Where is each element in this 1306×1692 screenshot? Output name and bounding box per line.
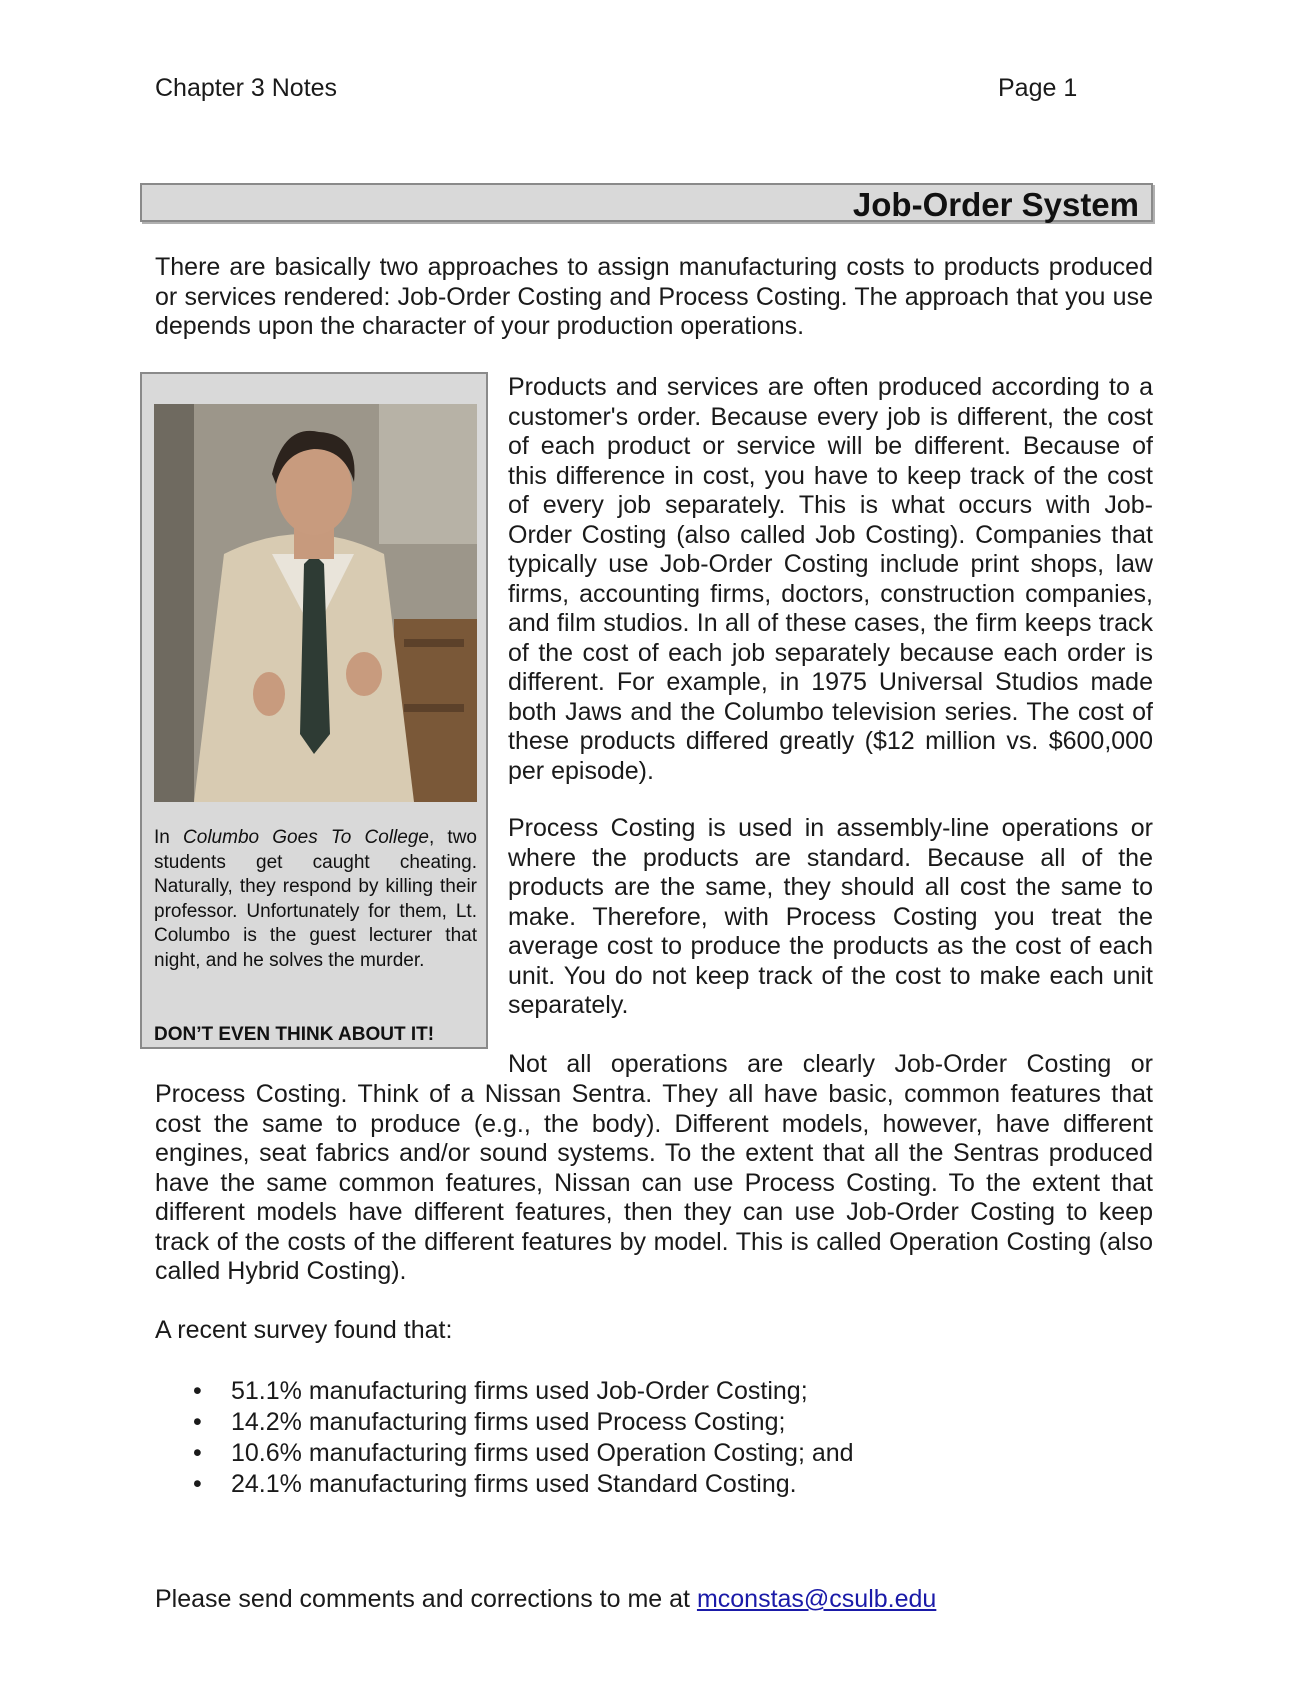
bullet-icon: •	[193, 1408, 202, 1436]
caption-prefix: In	[154, 827, 184, 848]
job-order-paragraph: Products and services are often produced according to a customer's order. Because every job is different, the cost of each product or service will be different. Because of this difference in cost, you have to keep track of the cost of every job separately. This is what occurs with Job-Order Costing (also called Job Costing). Companies that typically use Job-Order Costing include print shops, law firms, accounting firms, doctors, construction companies, and film studios. In all of these cases, the firm keeps track of the cost of each job separately because each order is different. For example, in 1975 Universal Studios made both Jaws and the Columbo television series. The cost of these products differed greatly ($12 million vs. $600,000 per episode).	[508, 373, 1153, 785]
process-costing-paragraph: Process Costing is used in assembly-line operations or where the products are standard. Because all of the products are the same, they should all cost the same to make. Therefore, with Process Costing you treat the average cost to produce the products as the cost of each unit. You do not keep track of the cost to make each unit separately.	[508, 814, 1153, 1019]
section-title-bar	[140, 183, 1153, 222]
header-chapter: Chapter 3 Notes	[155, 74, 338, 102]
survey-list	[155, 1376, 854, 1500]
list-item	[155, 1407, 854, 1438]
columbo-photo	[154, 404, 477, 802]
photo-caption	[154, 826, 477, 973]
intro-paragraph: There are basically two approaches to assign manufacturing costs to products produced or services rendered: Job-Order Costing and Process Costing. The approach that you use depends upon the character of your production operations.	[155, 253, 1153, 340]
list-item-text: 24.1% manufacturing firms used Standard Costing.	[231, 1470, 797, 1498]
bullet-icon: •	[193, 1470, 202, 1498]
email-link[interactable]: mconstas@csulb.edu	[696, 1585, 937, 1613]
footer	[155, 1585, 936, 1614]
caption-film-title: Columbo Goes To College	[183, 827, 429, 848]
list-item	[155, 1438, 854, 1469]
operation-costing-paragraph: Process Costing. Think of a Nissan Sentra. They all have basic, common features that cost the same to produce (e.g., the body). Different models, however, have different engines, seat fabrics and/or sound systems. To the extent that all the Sentras produced have the same common features, Nissan can use Process Costing. To the extent that different models have different features, then they can use Job-Order Costing to keep track of the costs of the different features by model. This is called Operation Costing (also called Hybrid Costing).	[155, 1080, 1153, 1285]
caption-warning: DON’T EVEN THINK ABOUT IT!	[154, 1024, 435, 1045]
header-page-number: Page 1	[998, 74, 1078, 102]
caption-body: , two students get caught cheating. Naturally, they respond by killing their professor. Unfortunately for them, Lt. Columbo is the guest lecturer that night, and he solves the murder.	[154, 827, 477, 971]
list-item	[155, 1376, 854, 1407]
list-item-text: 51.1% manufacturing firms used Job-Order Costing;	[231, 1377, 808, 1405]
list-item-text: 14.2% manufacturing firms used Process Costing;	[231, 1408, 786, 1436]
list-item-text: 10.6% manufacturing firms used Operation Costing; and	[231, 1439, 854, 1467]
list-item	[155, 1469, 854, 1500]
columbo-photo-illustration	[154, 404, 477, 802]
operation-costing-first-line: Not all operations are clearly Job-Order Costing or	[508, 1050, 1153, 1078]
bullet-icon: •	[193, 1439, 202, 1467]
section-title: Job-Order System	[852, 186, 1139, 223]
footer-text: Please send comments and corrections to me at	[155, 1585, 697, 1613]
survey-intro: A recent survey found that:	[155, 1316, 453, 1344]
bullet-icon: •	[193, 1377, 202, 1405]
sidebar-box	[140, 372, 488, 1049]
